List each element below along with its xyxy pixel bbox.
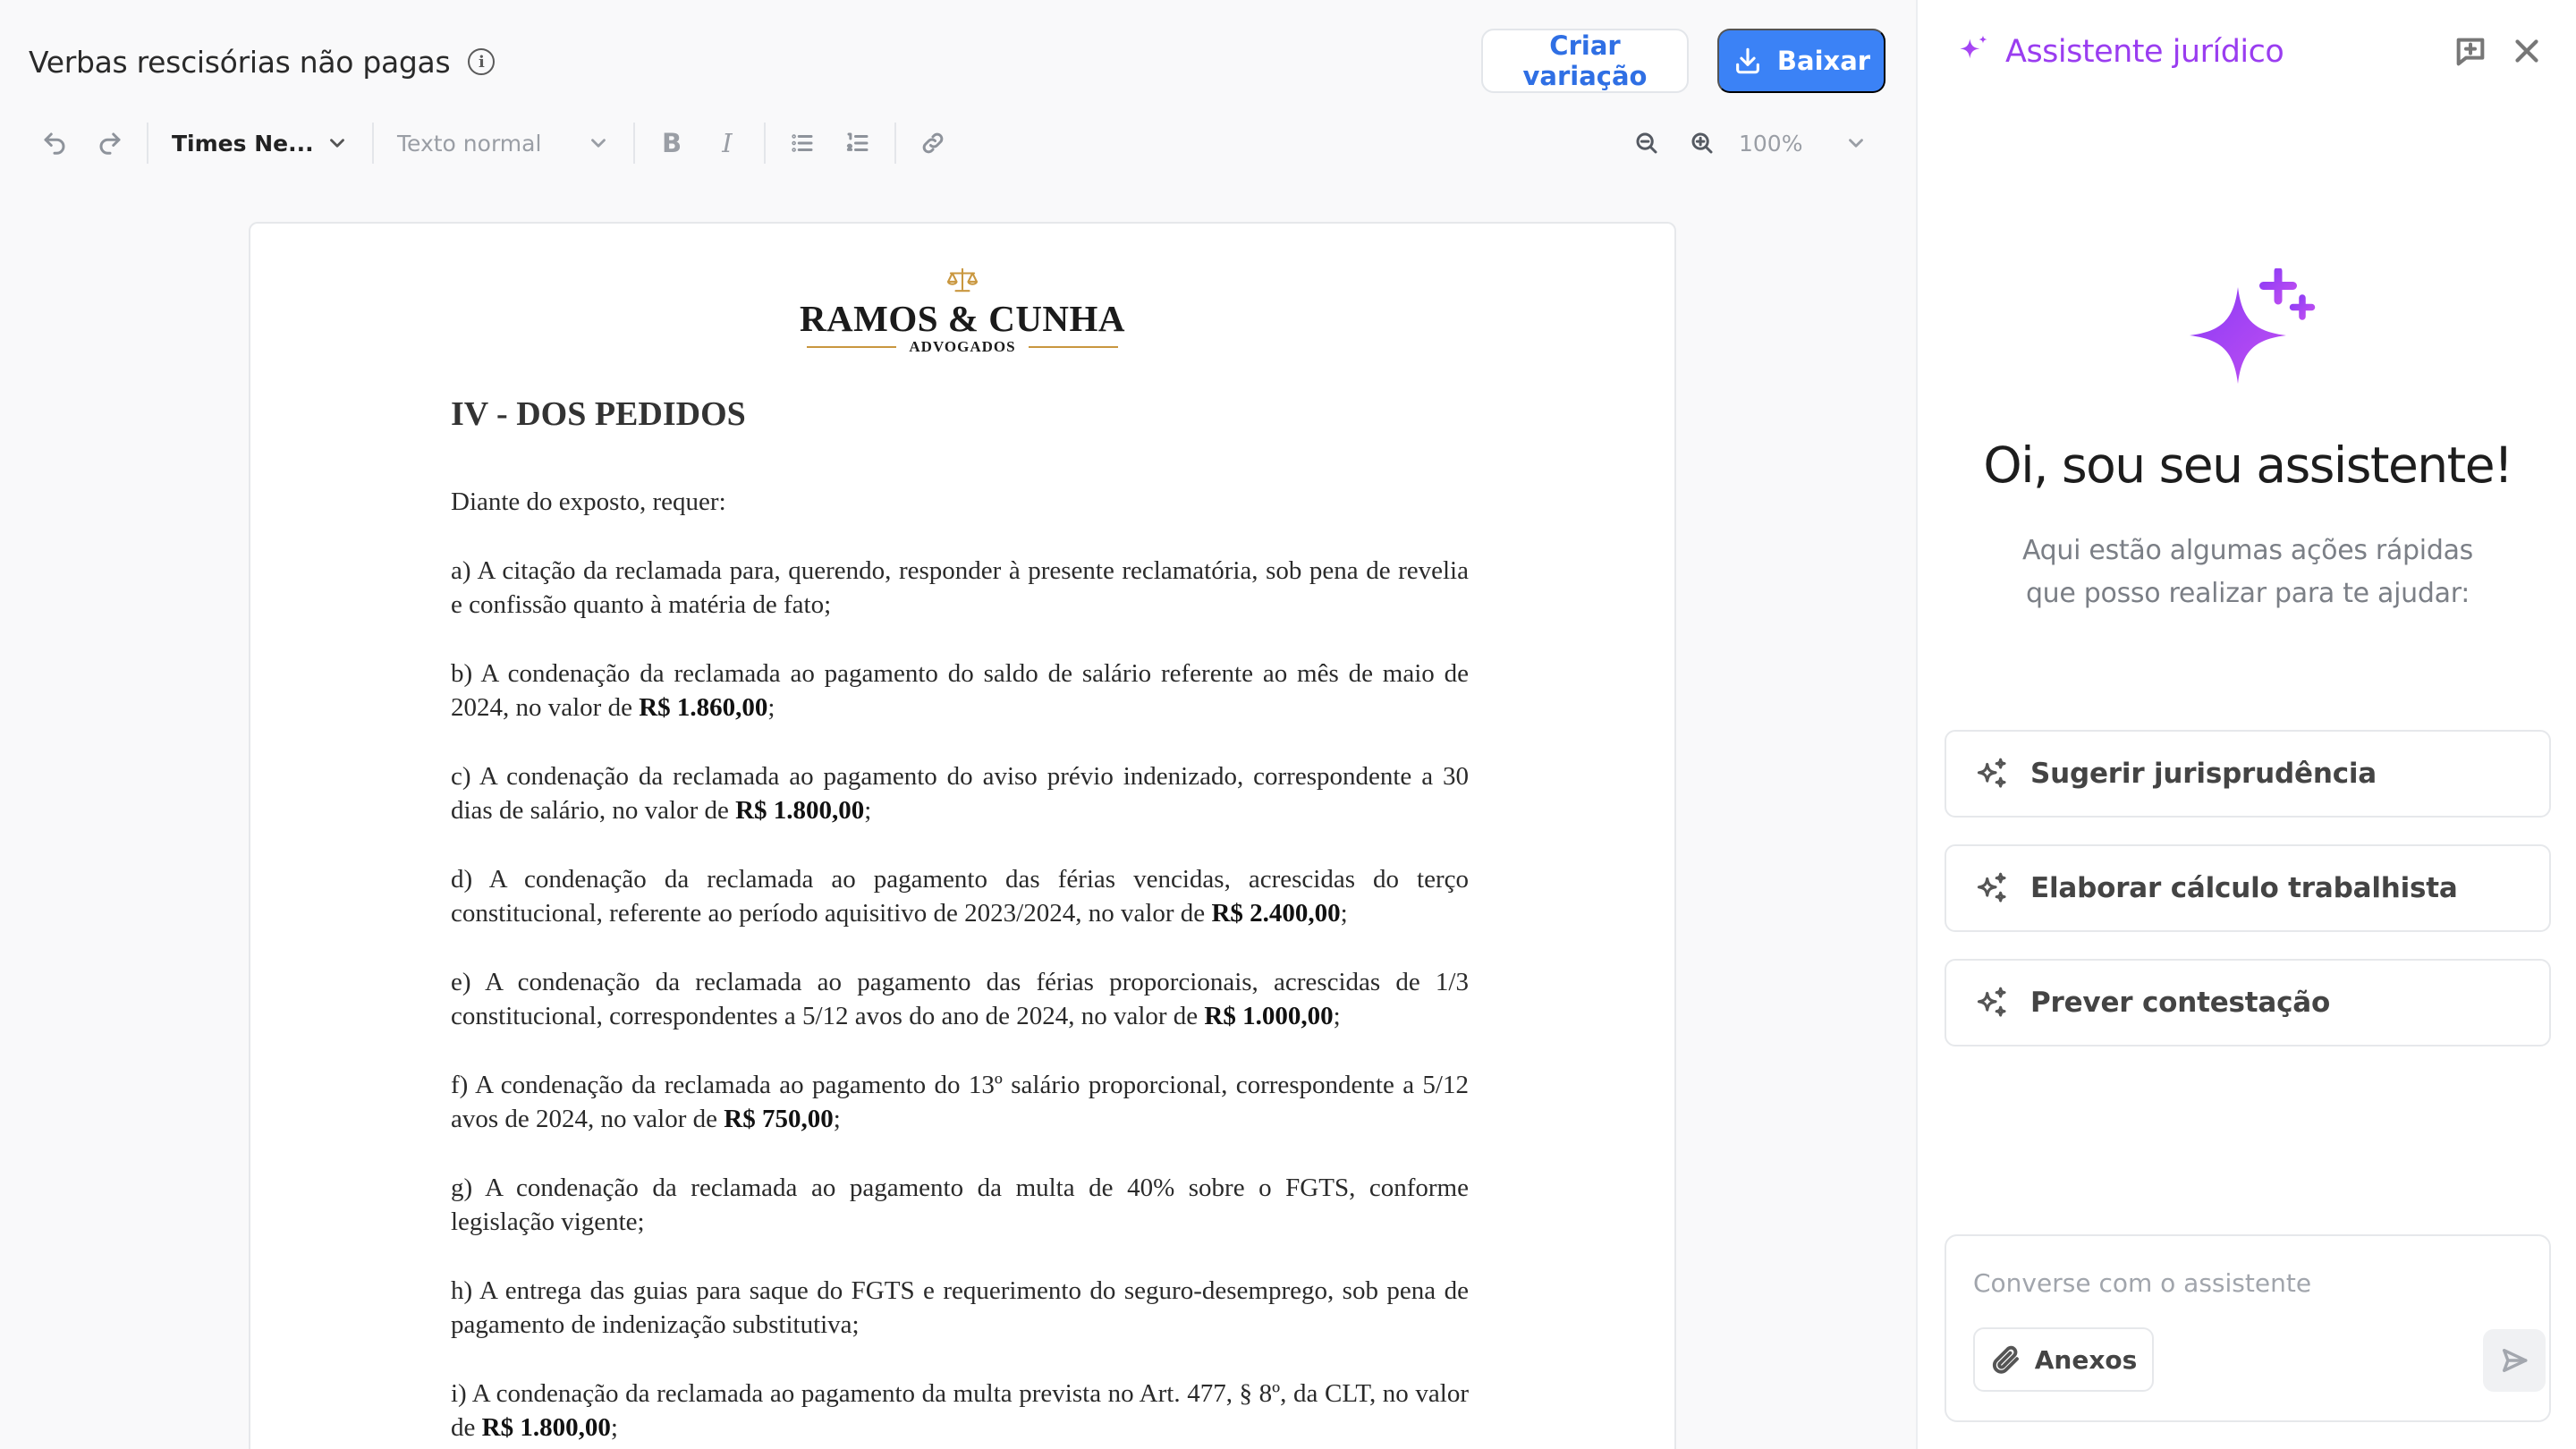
subtitle-line: que posso realizar para te ajudar: <box>2025 578 2470 609</box>
download-label: Baixar <box>1776 46 1871 76</box>
chevron-down-icon <box>1844 131 1868 155</box>
italic-button[interactable] <box>699 116 755 170</box>
close-button[interactable] <box>2508 32 2546 70</box>
request-item <box>451 657 1469 725</box>
assistant-greeting: Oi, sou seu assistente! <box>1983 436 2512 494</box>
quick-action-label: Sugerir jurisprudência <box>2030 758 2377 790</box>
request-item <box>451 554 1469 623</box>
chevron-down-icon <box>326 131 349 155</box>
assistant-greeting-subtitle <box>1918 530 2576 615</box>
request-item <box>451 759 1469 828</box>
toolbar-divider <box>372 123 374 164</box>
text-style-value: Texto normal <box>397 130 542 157</box>
subtitle-line: Aqui estão algumas ações rápidas <box>2021 535 2473 566</box>
request-item-amount: R$ 1.800,00 <box>735 796 865 825</box>
request-item <box>451 965 1469 1034</box>
request-item-tail: ; <box>767 693 775 722</box>
sparkle-icon <box>1953 32 1993 72</box>
document-body[interactable] <box>451 394 1469 1445</box>
attachments-label: Anexos <box>2034 1344 2138 1375</box>
request-item-text: b) A condenação da reclamada ao pagamento do saldo de salário referente ao mês de maio de 2024, no valor de <box>451 658 1469 722</box>
attachments-button[interactable] <box>1973 1327 2154 1392</box>
undo-icon <box>41 130 68 157</box>
request-item-text: a) A citação da reclamada para, querendo, responder à presente reclamatória, sob pena de revelia e confissão quanto à matéria de fato; <box>451 555 1469 619</box>
zoom-in-button[interactable] <box>1674 116 1730 170</box>
zoom-controls <box>1619 116 1882 170</box>
zoom-in-icon <box>1689 130 1716 157</box>
toolbar-divider <box>147 123 148 164</box>
link-icon <box>919 130 946 157</box>
toolbar-divider <box>894 123 896 164</box>
send-button[interactable] <box>2483 1329 2546 1392</box>
decorative-line <box>807 346 896 348</box>
bullet-list-button[interactable] <box>775 116 830 170</box>
request-item <box>451 1377 1469 1445</box>
request-item-text: h) A entrega das guias para saque do FGTS e requerimento do seguro-desemprego, sob pena de pagamento de indenização substitutiva; <box>451 1275 1469 1339</box>
sparkles-icon <box>1973 984 2011 1021</box>
close-icon <box>2508 32 2546 70</box>
request-item <box>451 862 1469 931</box>
toolbar-divider <box>764 123 766 164</box>
request-item-text: e) A condenação da reclamada ao pagamento das férias proporcionais, acrescidas de 1/3 constitucional, correspondentes a 5/12 avos do ano de 2024, no valor de <box>451 967 1469 1030</box>
download-button[interactable] <box>1717 29 1885 93</box>
request-item <box>451 1171 1469 1240</box>
bold-icon: B <box>661 128 682 158</box>
document-title-row <box>29 39 495 84</box>
sparkle-icon <box>2184 268 2318 402</box>
assistant-panel <box>1916 0 2576 1449</box>
document-page[interactable] <box>249 222 1676 1449</box>
request-items <box>451 554 1469 1445</box>
create-variation-button[interactable]: Criar variação <box>1481 29 1689 93</box>
quick-action-label: Prever contestação <box>2030 987 2331 1019</box>
chevron-down-icon <box>587 131 610 155</box>
quick-action-suggest-case-law[interactable] <box>1945 730 2551 818</box>
sparkles-icon <box>1973 755 2011 792</box>
new-chat-icon <box>2453 34 2488 70</box>
send-icon <box>2499 1345 2529 1376</box>
font-family-value: Times Ne... <box>172 130 314 157</box>
request-item-text: f) A condenação da reclamada ao pagamento do 13º salário proporcional, correspondente a 5/12 avos de 2024, no valor de <box>451 1070 1469 1133</box>
redo-icon <box>97 130 123 157</box>
firm-subtitle-row <box>250 338 1674 356</box>
document-title[interactable]: Verbas rescisórias não pagas <box>29 44 451 80</box>
paperclip-icon <box>1990 1343 2022 1376</box>
firm-name: RAMOS & CUNHA <box>799 298 1126 339</box>
bullet-list-icon <box>789 130 816 157</box>
scales-icon <box>945 267 979 293</box>
request-item-tail: ; <box>864 796 872 825</box>
request-item-tail: ; <box>1333 1002 1341 1030</box>
request-item <box>451 1068 1469 1137</box>
request-item-text: c) A condenação da reclamada ao pagamento do aviso prévio indenizado, correspondente a 30 dias de salário, no valor de <box>451 761 1469 825</box>
request-item-amount: R$ 1.860,00 <box>639 693 768 722</box>
numbered-list-button[interactable] <box>830 116 886 170</box>
request-item-tail: ; <box>1340 899 1348 928</box>
zoom-out-icon <box>1633 130 1660 157</box>
download-icon <box>1733 46 1763 76</box>
sparkles-icon <box>1973 869 2011 907</box>
toolbar-divider <box>633 123 635 164</box>
letterhead-logo <box>250 267 1674 356</box>
redo-button[interactable] <box>82 116 138 170</box>
section-heading: IV - DOS PEDIDOS <box>451 395 746 433</box>
intro-paragraph: Diante do exposto, requer: <box>451 487 726 516</box>
request-item <box>451 1274 1469 1343</box>
quick-action-predict-defense[interactable] <box>1945 959 2551 1046</box>
request-item-tail: ; <box>833 1105 841 1133</box>
request-item-tail: ; <box>610 1413 618 1442</box>
italic-icon: I <box>722 128 733 158</box>
font-family-select[interactable] <box>157 116 363 170</box>
zoom-out-button[interactable] <box>1619 116 1674 170</box>
request-item-amount: R$ 2.400,00 <box>1211 899 1341 928</box>
quick-action-labor-calculation[interactable] <box>1945 844 2551 932</box>
info-icon[interactable]: i <box>468 48 495 75</box>
request-item-amount: R$ 1.800,00 <box>481 1413 611 1442</box>
assistant-header <box>1953 27 2284 77</box>
new-chat-button[interactable] <box>2453 34 2488 70</box>
zoom-select[interactable] <box>1730 116 1882 170</box>
zoom-value: 100% <box>1739 130 1803 157</box>
link-button[interactable] <box>905 116 961 170</box>
request-item-text: d) A condenação da reclamada ao pagamento das férias vencidas, acrescidas do terço constitucional, referente ao período aquisitivo de 2023/2024, no valor de <box>451 864 1469 928</box>
firm-subtitle: ADVOGADOS <box>909 338 1016 355</box>
request-item-text: g) A condenação da reclamada ao pagamento da multa de 40% sobre o FGTS, conforme legislação vigente; <box>451 1173 1469 1236</box>
request-item-amount: R$ 750,00 <box>724 1105 834 1133</box>
formatting-toolbar <box>27 116 1896 170</box>
text-style-select[interactable] <box>383 116 624 170</box>
undo-button[interactable] <box>27 116 82 170</box>
chat-composer <box>1945 1234 2551 1422</box>
request-item-amount: R$ 1.000,00 <box>1204 1002 1334 1030</box>
bold-button[interactable] <box>644 116 699 170</box>
quick-action-label: Elaborar cálculo trabalhista <box>2030 872 2458 904</box>
numbered-list-icon <box>844 130 871 157</box>
chat-input[interactable] <box>1973 1263 2510 1302</box>
decorative-line <box>1029 346 1118 348</box>
assistant-title: Assistente jurídico <box>2005 34 2284 70</box>
request-item-text: i) A condenação da reclamada ao pagamento da multa prevista no Art. 477, § 8º, da CLT, no valor de <box>451 1378 1469 1442</box>
